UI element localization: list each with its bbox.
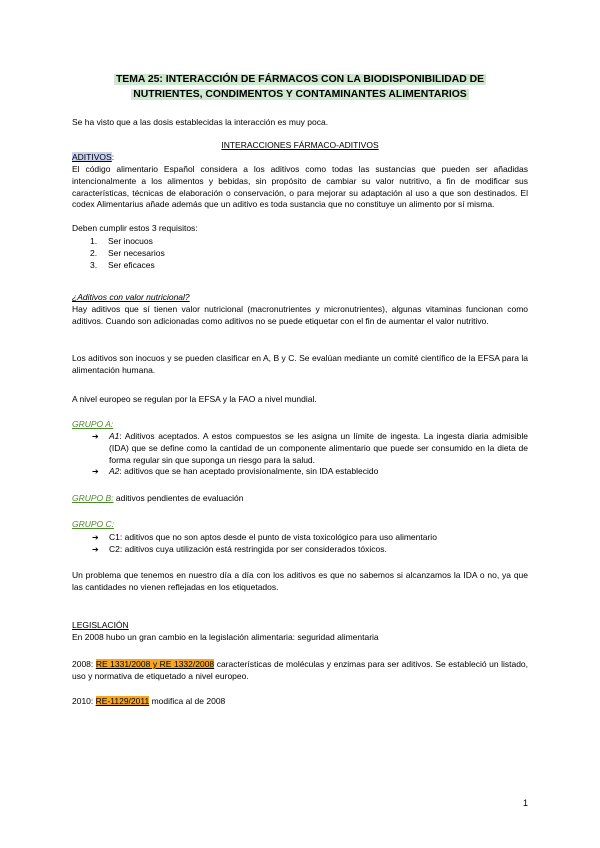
requisitos-list [90, 235, 510, 271]
arrow-right-icon: ➔ [92, 544, 99, 554]
grupo-b-paragraph [72, 493, 528, 505]
regulation-2011: RE-1129/2011 [95, 696, 150, 706]
list-text: Ser inocuos [108, 236, 153, 246]
section-heading-interacciones: INTERACCIONES FÁRMACO-ADITIVOS [221, 140, 379, 150]
title-line-2: NUTRIENTES, CONDIMENTOS Y CONTAMINANTES ALIMENTARIOS [133, 89, 467, 100]
list-text: Ser necesarios [108, 248, 165, 258]
regulation-2008: RE 1331/2008 y RE 1332/2008 [95, 659, 215, 669]
grupo-b-text: aditivos pendientes de evaluación [113, 493, 244, 503]
arrow-right-icon: ➔ [92, 467, 99, 477]
page-title [72, 72, 528, 102]
item-text: : Aditivos aceptados. A estos compuestos se les asigna un límite de ingesta. La ingesta diaria admisible (IDA) que se define como la cantidad de un componente alimentario que puede ser consumido en la dieta de forma regular sin que suponga un riesgo para la salud. [109, 431, 528, 465]
list-item [92, 431, 528, 466]
item-text: C2: aditivos cuya utilización está restringida por ser considerados tóxicos. [109, 543, 387, 554]
item-text: : aditivos que se han aceptado provisionalmente, sin IDA establecido [119, 466, 379, 477]
list-number: 1. [90, 236, 98, 246]
nutricional-heading: ¿Aditivos con valor nutricional? [72, 292, 190, 302]
clasificacion-paragraph: Los aditivos son inocuos y se pueden clasificar en A, B y C. Se evalúan mediante un comité científico de la EFSA para la alimentación humana. [72, 353, 528, 375]
aditivos-definition: El código alimentario Español considera a los aditivos como todas las sustancias que pueden ser añadidas intencionalmente a los alimentos y bebidas, sin propósito de cambiar su valor nutritivo, a fin de modificar sus características, técnicas de elaboración o conservación, o para mejorar su adaptación al uso a que son destinados. El codex Alimentarius añade además que un aditivo es toda sustancia que no constituye un alimento por sí misma. [72, 164, 528, 210]
list-number: 3. [90, 260, 98, 270]
arrow-right-icon: ➔ [92, 533, 99, 542]
problema-paragraph: Un problema que tenemos en nuestro día a día con los aditivos es que no sabemos si alcanzamos la IDA o no, ya que las cantidades no vienen reflejadas en los etiquetados. [72, 570, 528, 592]
year-2008: 2008: [72, 659, 96, 669]
list-item [90, 247, 510, 259]
arrow-right-icon: ➔ [92, 432, 99, 441]
list-item [90, 235, 510, 247]
list-number: 2. [90, 248, 98, 258]
grupo-b-heading: GRUPO B: [72, 493, 114, 503]
intro-paragraph: Se ha visto que a las dosis establecidas la interacción es muy poca. [72, 117, 329, 127]
item-text: C1: aditivos que no son aptos desde el punto de vista toxicológico para uso alimentario [109, 532, 437, 542]
grupo-a-heading: GRUPO A: [72, 419, 114, 429]
list-item [92, 544, 528, 556]
nutricional-paragraph: Hay aditivos que sí tienen valor nutricional (macronutrientes y micronutrientes), algunas vitaminas funcionan como aditivos. Cuando son adicionadas como aditivos no se puede etiquetar con el fin de aumentar el valor nutritivo. [72, 304, 528, 326]
grupo-a-list [92, 431, 528, 478]
grupo-c-heading: GRUPO C: [72, 519, 115, 529]
legislacion-heading: LEGISLACIÓN [72, 620, 129, 630]
text-2010: modifica al de 2008 [149, 696, 226, 706]
aditivos-heading [72, 152, 528, 164]
aditivos-label: ADITIVOS [72, 152, 112, 162]
requisitos-intro: Deben cumplir estos 3 requisitos: [72, 223, 198, 233]
list-item [92, 466, 528, 478]
item-code: A1 [109, 431, 120, 441]
title-line-1: TEMA 25: INTERACCIÓN DE FÁRMACOS CON LA BIODISPONIBILIDAD DE [115, 74, 485, 85]
text-2008: características de moléculas y enzimas para ser aditivos. Se estableció un listado, uso y normativa de etiquetado a nivel europeo. [72, 659, 529, 681]
legislacion-intro: En 2008 hubo un gran cambio en la legislación alimentaria: seguridad alimentaria [72, 632, 379, 642]
list-text: Ser eficaces [108, 260, 155, 270]
aditivos-colon: : [111, 152, 115, 162]
year-2010: 2010: [72, 696, 96, 706]
item-code: A2 [109, 466, 120, 477]
europeo-paragraph: A nivel europeo se regulan por la EFSA y la FAO a nivel mundial. [72, 394, 317, 404]
list-item [90, 259, 510, 271]
list-item [92, 532, 528, 544]
page-number: 1 [522, 798, 528, 808]
legislacion-2008 [72, 659, 528, 683]
legislacion-2010 [72, 696, 528, 708]
grupo-c-list [92, 532, 528, 556]
